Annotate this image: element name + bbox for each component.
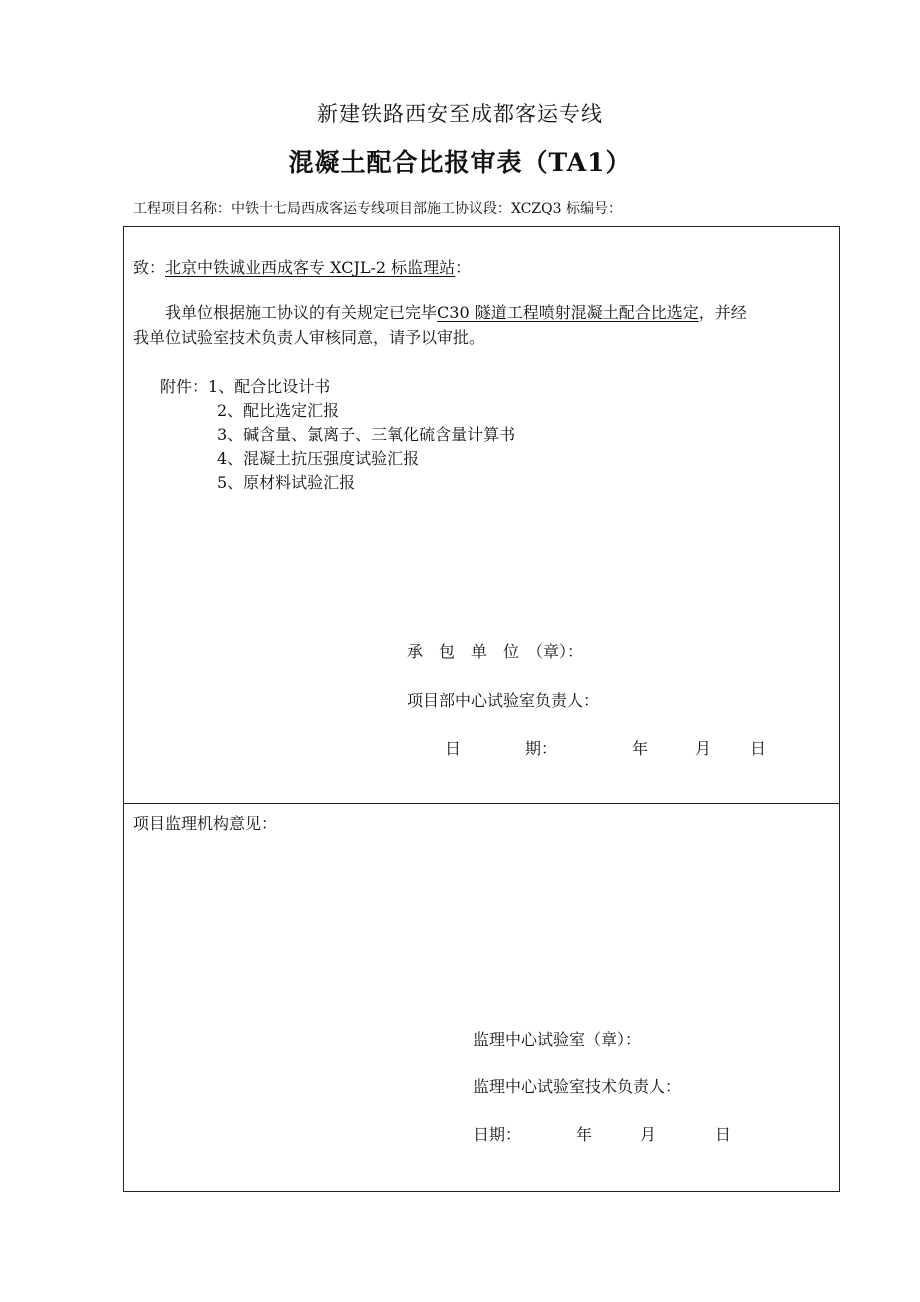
supervision-date-month: 月 <box>640 1125 657 1144</box>
supervision-opinion-label: 项目监理机构意见： <box>133 814 278 833</box>
section-divider <box>123 803 840 804</box>
contractor-date-day: 日 <box>750 739 767 758</box>
addressee-suffix: ： <box>455 258 472 277</box>
addressee-prefix: 致： <box>133 258 166 277</box>
project-info-line: 工程项目名称：中铁十七局西成客运专线项目部施工协议段：XCZQ3 标编号： <box>133 201 622 217</box>
supervision-tech-head-label: 监理中心试验室技术负责人： <box>473 1077 682 1096</box>
attachment-item: 4、混凝土抗压强度试验汇报 <box>217 449 420 468</box>
attachment-item: 5、原材料试验汇报 <box>217 473 356 492</box>
contractor-date-label: 日 期： <box>445 739 558 758</box>
contractor-seal-label: 承 包 单 位 （章）： <box>407 642 584 661</box>
attachment-item: 1、配合比设计书 <box>208 377 331 396</box>
supervision-lab-seal-label: 监理中心试验室（章）： <box>473 1030 642 1049</box>
request-paragraph-line2: 我单位试验室技术负责人审核同意，请予以审批。 <box>133 328 486 347</box>
form-title: 混凝土配合比报审表（TA1） <box>288 148 632 177</box>
contractor-date-year: 年 <box>632 739 649 758</box>
request-start: 我单位根据施工协议的有关规定已完毕 <box>165 303 438 322</box>
request-paragraph-line1 <box>133 300 747 323</box>
attachment-item: 2、配比选定汇报 <box>217 401 340 420</box>
request-item: C30 隧道工程喷射混凝土配合比选定 <box>437 303 699 322</box>
request-end: ，并经 <box>698 303 747 322</box>
attachment-item: 3、碱含量、氯离子、三氧化硫含量计算书 <box>217 425 516 444</box>
addressee-line <box>133 255 471 278</box>
contractor-date-month: 月 <box>695 739 712 758</box>
attachments-line-1 <box>160 374 330 397</box>
supervision-date-year: 年 <box>576 1125 593 1144</box>
supervision-date-day: 日 <box>715 1125 732 1144</box>
railway-title: 新建铁路西安至成都客运专线 <box>317 102 603 126</box>
supervision-date-label: 日期： <box>473 1125 522 1144</box>
attachments-label: 附件： <box>160 377 209 396</box>
addressee-recipient: 北京中铁诚业西成客专 XCJL-2 标监理站 <box>165 258 456 277</box>
lab-head-label: 项目部中心试验室负责人： <box>407 691 600 710</box>
